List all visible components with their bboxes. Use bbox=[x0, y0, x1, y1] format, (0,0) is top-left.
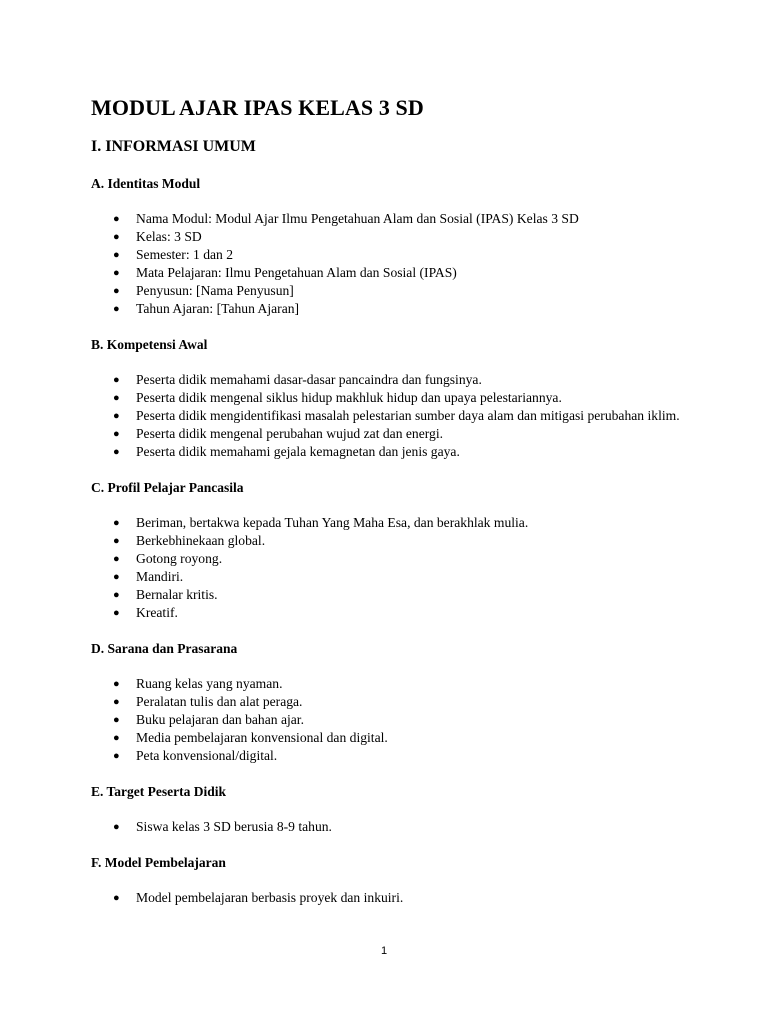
bullet-icon: ● bbox=[113, 392, 120, 404]
list-item-text: Nama Modul: Modul Ajar Ilmu Pengetahuan Alam dan Sosial (IPAS) Kelas 3 SD bbox=[136, 211, 579, 226]
list-item-text: Tahun Ajaran: [Tahun Ajaran] bbox=[136, 301, 300, 316]
list-item-text: Kelas: 3 SD bbox=[136, 229, 202, 244]
bullet-icon: ● bbox=[113, 446, 120, 458]
section bbox=[91, 783, 691, 836]
list-item-text: Mata Pelajaran: Ilmu Pengetahuan Alam dan Sosial (IPAS) bbox=[136, 265, 457, 280]
document-title: MODUL AJAR IPAS KELAS 3 SD bbox=[91, 95, 424, 120]
bullet-list bbox=[91, 371, 691, 461]
list-item bbox=[91, 711, 691, 729]
list-item bbox=[91, 532, 691, 550]
list-item-text: Gotong royong. bbox=[136, 551, 223, 566]
list-item-text: Model pembelajaran berbasis proyek dan inkuiri. bbox=[136, 890, 404, 905]
bullet-icon: ● bbox=[113, 589, 120, 601]
section bbox=[91, 175, 691, 318]
list-item bbox=[91, 300, 691, 318]
list-item-text: Buku pelajaran dan bahan ajar. bbox=[136, 712, 304, 727]
section-heading: A. Identitas Modul bbox=[91, 176, 201, 191]
list-item bbox=[91, 210, 691, 228]
list-item-text: Peserta didik memahami gejala kemagnetan dan jenis gaya. bbox=[136, 444, 460, 459]
bullet-icon: ● bbox=[113, 285, 120, 297]
bullet-icon: ● bbox=[113, 821, 120, 833]
part-heading: I. INFORMASI UMUM bbox=[91, 138, 256, 155]
page-number: 1 bbox=[380, 945, 388, 957]
section bbox=[91, 479, 691, 622]
bullet-icon: ● bbox=[113, 213, 120, 225]
section bbox=[91, 640, 691, 765]
list-item bbox=[91, 818, 691, 836]
list-item bbox=[91, 371, 691, 389]
list-item bbox=[91, 264, 691, 282]
bullet-icon: ● bbox=[113, 303, 120, 315]
bullet-icon: ● bbox=[113, 249, 120, 261]
bullet-icon: ● bbox=[113, 732, 120, 744]
list-item bbox=[91, 693, 691, 711]
bullet-list bbox=[91, 675, 691, 765]
list-item bbox=[91, 389, 691, 407]
list-item bbox=[91, 282, 691, 300]
list-item bbox=[91, 443, 691, 461]
bullet-icon: ● bbox=[113, 714, 120, 726]
list-item-text: Berkebhinekaan global. bbox=[136, 533, 266, 548]
bullet-icon: ● bbox=[113, 267, 120, 279]
list-item-text: Peralatan tulis dan alat peraga. bbox=[136, 694, 303, 709]
list-item bbox=[91, 729, 691, 747]
section-heading: C. Profil Pelajar Pancasila bbox=[91, 480, 244, 495]
list-item-text: Siswa kelas 3 SD berusia 8-9 tahun. bbox=[136, 819, 332, 834]
list-item bbox=[91, 550, 691, 568]
list-item bbox=[91, 747, 691, 765]
list-item-text: Penyusun: [Nama Penyusun] bbox=[136, 283, 294, 298]
list-item-text: Peserta didik mengenal perubahan wujud zat dan energi. bbox=[136, 426, 444, 441]
bullet-list bbox=[91, 889, 691, 907]
list-item-text: Media pembelajaran konvensional dan digital. bbox=[136, 730, 388, 745]
bullet-icon: ● bbox=[113, 892, 120, 904]
list-item-text: Kreatif. bbox=[136, 605, 178, 620]
section-heading: E. Target Peserta Didik bbox=[91, 784, 226, 799]
bullet-list bbox=[91, 210, 691, 318]
bullet-icon: ● bbox=[113, 678, 120, 690]
sections-container bbox=[91, 175, 691, 907]
list-item bbox=[91, 889, 691, 907]
bullet-icon: ● bbox=[113, 696, 120, 708]
bullet-icon: ● bbox=[113, 553, 120, 565]
list-item-text: Peserta didik mengidentifikasi masalah pelestarian sumber daya alam dan mitigasi perubahan iklim. bbox=[136, 408, 680, 423]
list-item-text: Peserta didik mengenal siklus hidup makhluk hidup dan upaya pelestariannya. bbox=[136, 390, 562, 405]
list-item bbox=[91, 407, 691, 425]
list-item-text: Peserta didik memahami dasar-dasar pancaindra dan fungsinya. bbox=[136, 372, 482, 387]
bullet-icon: ● bbox=[113, 535, 120, 547]
section-heading: D. Sarana dan Prasarana bbox=[91, 641, 238, 656]
list-item bbox=[91, 425, 691, 443]
bullet-list bbox=[91, 514, 691, 622]
list-item bbox=[91, 246, 691, 264]
section bbox=[91, 854, 691, 907]
list-item bbox=[91, 568, 691, 586]
bullet-icon: ● bbox=[113, 410, 120, 422]
list-item-text: Peta konvensional/digital. bbox=[136, 748, 278, 763]
list-item-text: Mandiri. bbox=[136, 569, 184, 584]
list-item bbox=[91, 228, 691, 246]
section-heading: B. Kompetensi Awal bbox=[91, 337, 208, 352]
list-item bbox=[91, 604, 691, 622]
bullet-icon: ● bbox=[113, 231, 120, 243]
section-heading: F. Model Pembelajaran bbox=[91, 855, 226, 870]
bullet-icon: ● bbox=[113, 374, 120, 386]
bullet-icon: ● bbox=[113, 428, 120, 440]
section bbox=[91, 336, 691, 461]
document-content bbox=[91, 94, 691, 907]
list-item-text: Bernalar kritis. bbox=[136, 587, 218, 602]
bullet-icon: ● bbox=[113, 571, 120, 583]
list-item bbox=[91, 586, 691, 604]
list-item-text: Beriman, bertakwa kepada Tuhan Yang Maha Esa, dan berakhlak mulia. bbox=[136, 515, 529, 530]
list-item bbox=[91, 675, 691, 693]
bullet-icon: ● bbox=[113, 517, 120, 529]
list-item-text: Semester: 1 dan 2 bbox=[136, 247, 234, 262]
list-item-text: Ruang kelas yang nyaman. bbox=[136, 676, 283, 691]
bullet-icon: ● bbox=[113, 750, 120, 762]
bullet-icon: ● bbox=[113, 607, 120, 619]
list-item bbox=[91, 514, 691, 532]
bullet-list bbox=[91, 818, 691, 836]
